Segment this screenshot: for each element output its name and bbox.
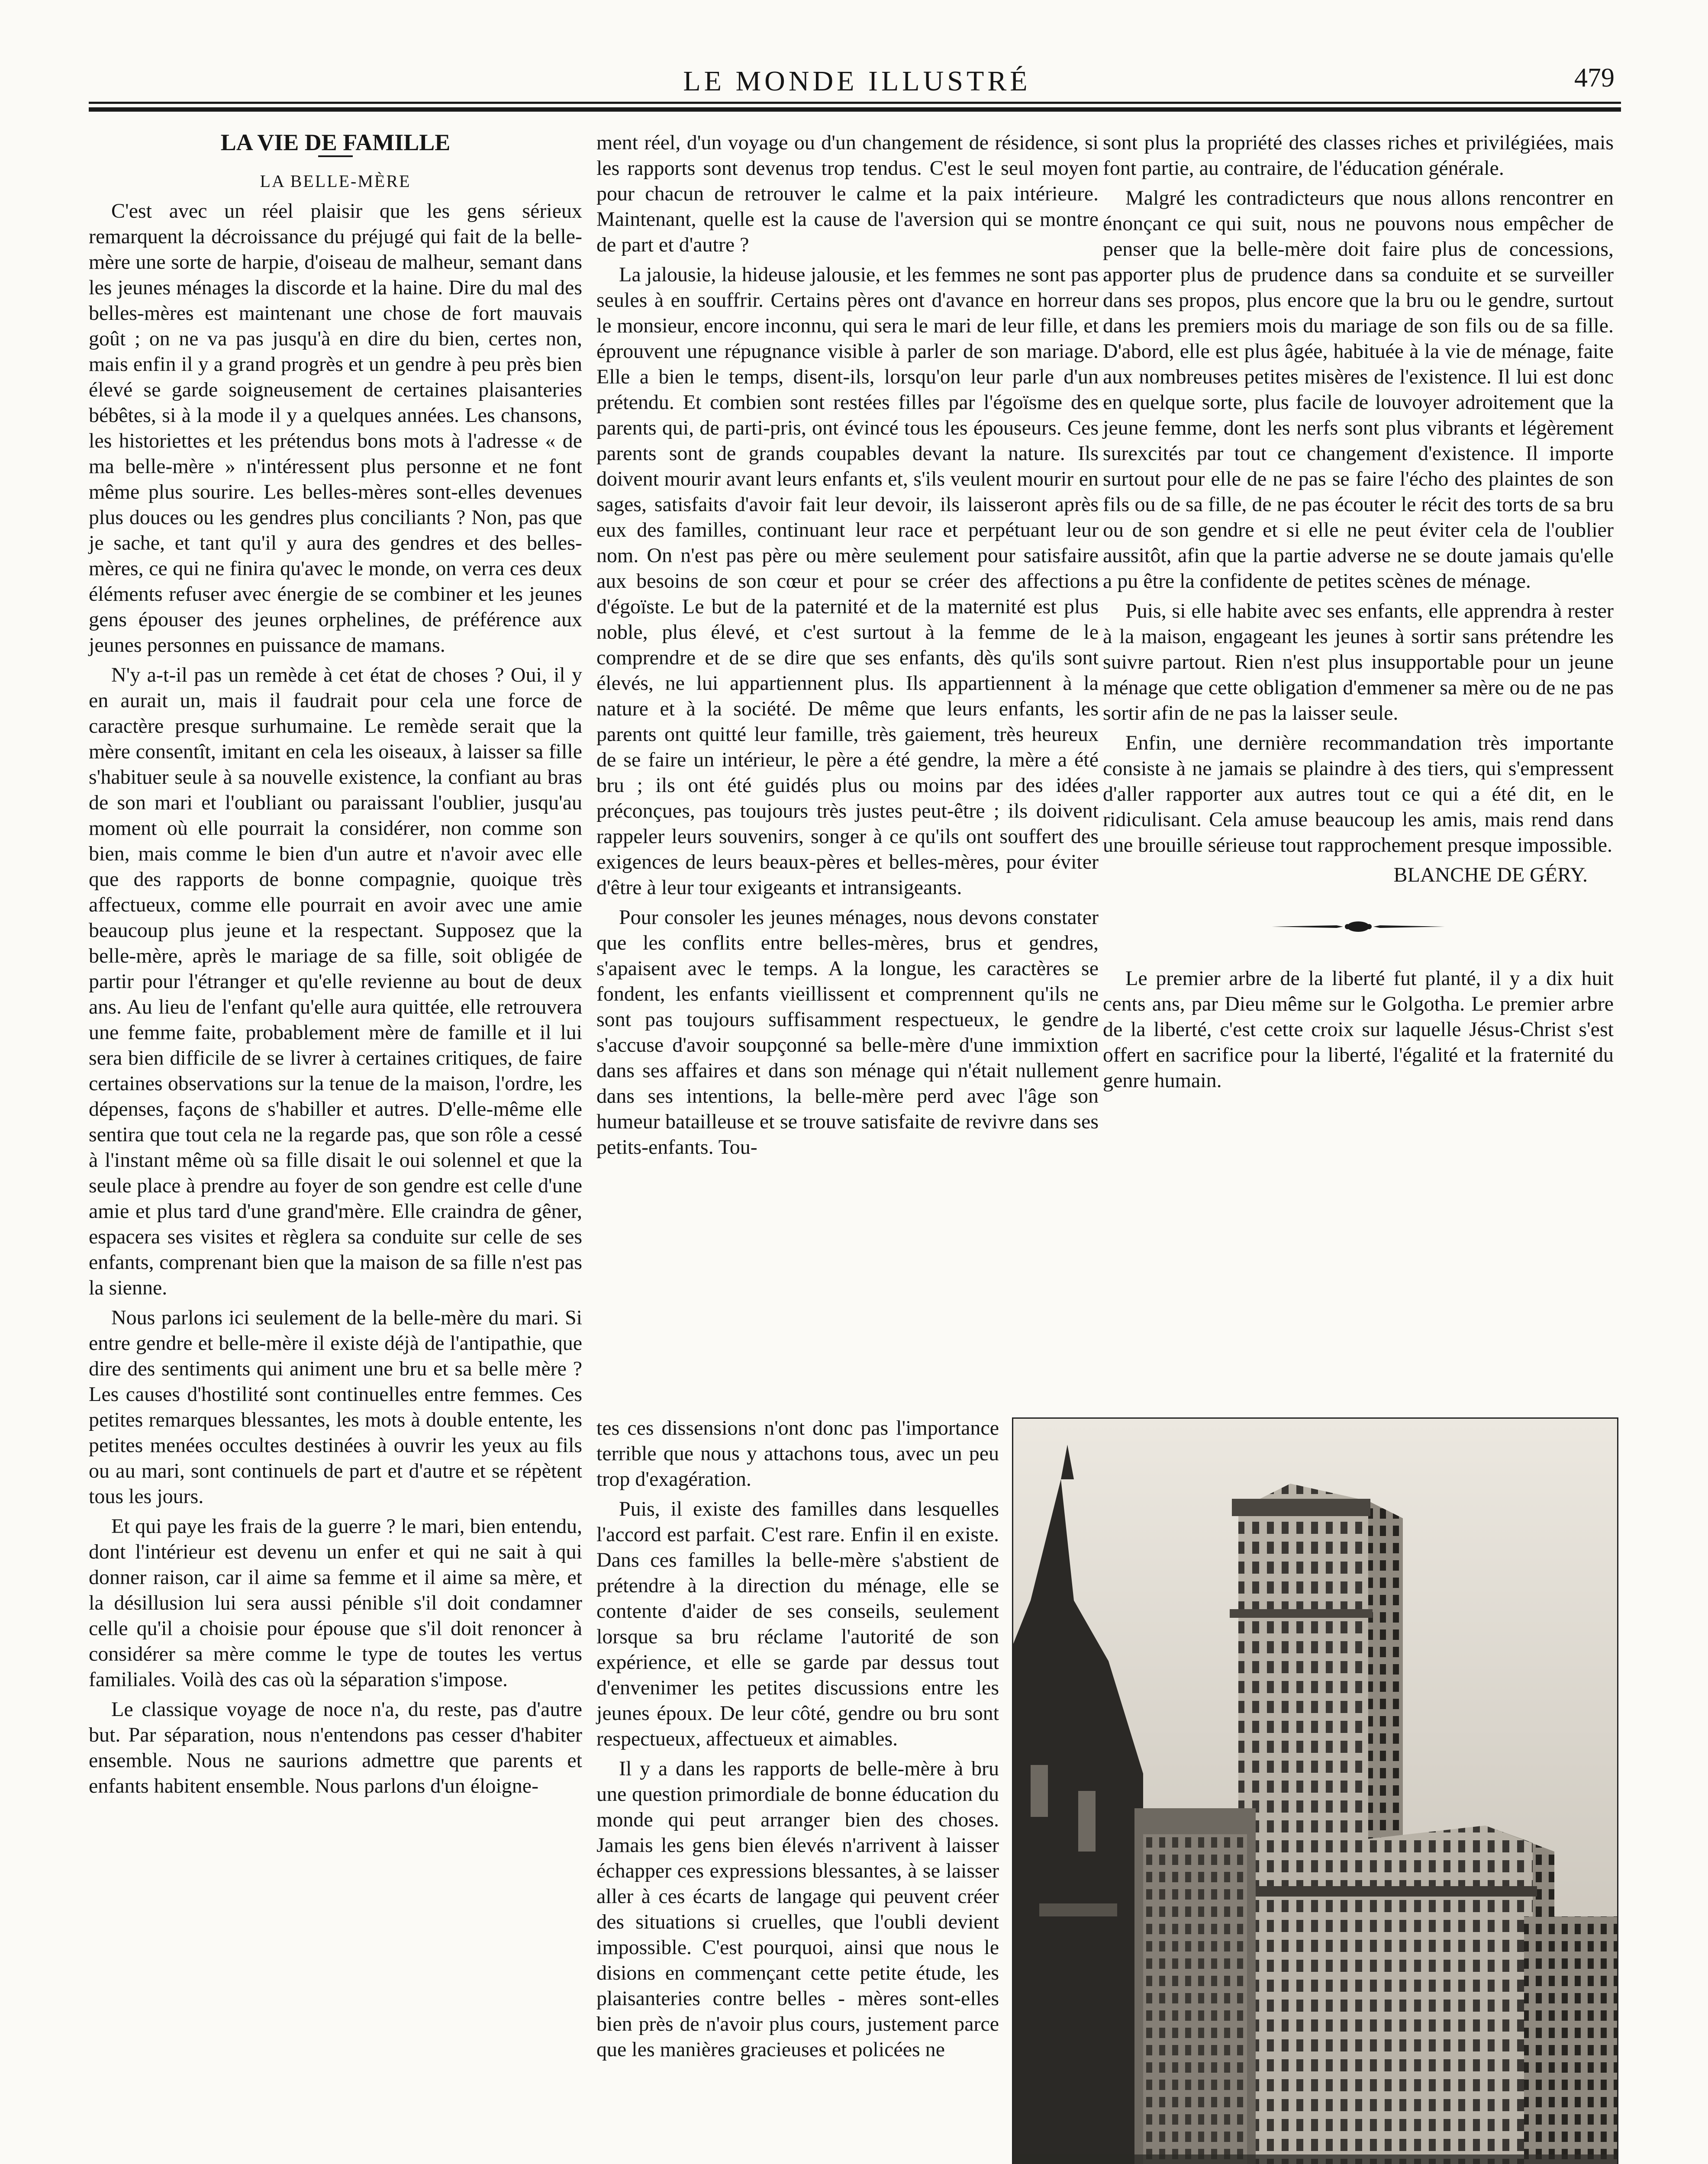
page-header-title: LE MONDE ILLUSTRÉ <box>683 65 1031 97</box>
paragraph: Puis, si elle habite avec ses enfants, elle apprendra à rester à la maison, engageant les jeunes à sortir sans prétendre les suivre partout. Rien n'est plus insupportable pour un jeune ménage que cette obligation d'emmener sa mère ou de ne pas sortir afin de ne pas la laisser seule. <box>1103 599 1614 725</box>
article-column-1 <box>89 130 582 1799</box>
author-signature: BLANCHE DE GÉRY. <box>1393 863 1588 886</box>
paragraph: Le classique voyage de noce n'a, du reste, pas d'autre but. Par séparation, nous n'entendons pas cesser d'habiter ensemble. Nous ne saurions admettre que parents et enfants habitent ensemble. Nous parlons d'un éloigne- <box>89 1698 582 1797</box>
paragraph: Il y a dans les rapports de belle-mère à bru une question primordiale de bonne éducation du monde qui peut arranger bien des choses. Jamais les gens bien élevés n'arrivent à laisser échapper ces expressions blessantes, à se laisser aller à ces écarts de langage qui peuvent créer des situations si cruelles, que l'oubli devient impossible. C'est pourquoi, ainsi que nous le disions en commençant cette petite étude, les plaisanteries contre belles - mères sont-elles bien près de n'avoir plus cours, justement parce que les manières gracieuses et policées ne <box>596 1757 999 2061</box>
note-paragraph: Le premier arbre de la liberté fut planté, il y a dix huit cents ans, par Dieu même sur le Golgotha. Le premier arbre de la liberté, c'est cette croix sur laquelle Jésus-Christ s'est offert en sacrifice pour la liberté, l'égalité et la fraternité du genre humain. <box>1103 967 1614 1092</box>
paragraph: Et qui paye les frais de la guerre ? le mari, bien entendu, dont l'intérieur est devenu un enfer et qui ne sait à qui donner raison, car il aime sa femme et il aime sa mère, et la désillusion lui sera aussi pénible s'il doit condamner celle qu'il a choisie pour épouse que s'il doit renoncer à considérer sa mère comme le type de toutes les vertus familiales. Voilà des cas où la séparation s'impose. <box>89 1515 582 1691</box>
paragraph: sont plus la propriété des classes riches et privilégiées, mais font partie, au contraire, de l'éducation générale. <box>1103 131 1614 180</box>
article-column-2-lower <box>596 1415 999 2062</box>
paragraph: Nous parlons ici seulement de la belle-mère du mari. Si entre gendre et belle-mère il existe déjà de l'antipathie, que dire des sentiments qui animent une bru et sa belle mère ? Les causes d'hostilité sont continuelles entre femmes. Ces petites remarques blessantes, les mots à double entente, les petites menées occultes destinées à ouvrir les yeux au fils ou au mari, sont continuels de part et d'autre et se répètent tous les jours. <box>89 1306 582 1508</box>
article-column-3 <box>1103 130 1614 1093</box>
article-column-2 <box>596 130 1099 1160</box>
ornamental-separator <box>1267 918 1449 935</box>
page-number: 479 <box>1574 63 1615 93</box>
header-rule-thin <box>89 102 1621 104</box>
paragraph: tes ces dissensions n'ont donc pas l'importance terrible que nous y attachons tous, avec un peu trop d'exagération. <box>596 1417 999 1491</box>
paragraph: Pour consoler les jeunes ménages, nous devons constater que les conflits entre belles-mères, brus et gendres, s'apaisent avec le temps. A la longue, les caractères se fondent, les enfants vieillissent et comprennent qu'ils ne sont pas toujours suffisamment respectueux, le gendre s'accuse d'avoir soupçonné sa belle-mère d'une immixtion dans ses affaires et dans son ménage qui n'était nullement dans ses intentions, la belle-mère perd avec l'âge son humeur batailleuse et se trouve satisfaite de revivre dans ses petits-enfants. Tou- <box>596 906 1099 1159</box>
header-rule-thick <box>89 107 1621 112</box>
paragraph: C'est avec un réel plaisir que les gens sérieux remarquent la décroissance du préjugé qui fait de la belle-mère une sorte de harpie, d'oiseau de malheur, semant dans les jeunes ménages la discorde et la haine. Dire du mal des belles-mères est maintenant une chose de fort mauvais goût ; on ne va pas jusqu'à en dire du bien, certes non, mais enfin il y a grand progrès et un gendre à peu près bien élevé se garde soigneusement de certaines plaisanteries bébêtes, si à la mode il y a quelques années. Les chansons, les historiettes et les prétendus bons mots à l'adresse « de ma belle-mère » n'intéressent plus personne et ne font même plus sourire. Les belles-mères sont-elles devenues plus douces ou les gendres plus conciliants ? Non, pas que je sache, et tant qu'il y aura des gendres et des belles-mères, ce qui ne finira qu'avec le monde, on verra ces deux éléments refuser avec énergie de se combiner et les jeunes gens épouser des jeunes orphelines, de préférence aux jeunes personnes en puissance de mamans. <box>89 200 582 657</box>
title-divider <box>318 155 353 157</box>
paragraph: Malgré les contradicteurs que nous allons rencontrer en énonçant ce qui suit, nous ne pouvons nous empêcher de penser que la belle-mère doit faire plus de concessions, apporter plus de prudence dans sa conduite et se surveiller dans ses propos, plus encore que la bru ou le gendre, surtout dans les premiers mois du mariage de son fils ou de sa fille. D'abord, elle est plus âgée, habituée à la vie de ménage, faite aux nombreuses petites misères de l'existence. Il lui est donc en quelque sorte, plus facile de louvoyer adroitement que la jeune femme, dont les nerfs sont plus vibrants et légèrement surexcités par tout ce changement d'existence. Il importe surtout pour elle de ne pas se faire l'écho des plaintes de son fils ou de sa fille, de ne pas écouter le récit des torts de sa bru ou de son gendre et si elle ne peut éviter cela de l'oublier aussitôt, afin que la partie adverse ne se doute jamais qu'elle a pu être la confidente de petites scènes de ménage. <box>1103 187 1614 593</box>
paragraph: N'y a-t-il pas un remède à cet état de choses ? Oui, il y en aurait un, mais il faudrait pour cela une force de caractère presque surhumaine. Le remède serait que la mère consentît, imitant en cela les oiseaux, à laisser sa fille s'habituer seule à sa nouvelle existence, la confiant au bras de son mari et l'oubliant ou paraissant l'oublier, jusqu'au moment où elle pourrait la considérer, non comme son bien, mais comme le bien d'un autre et n'avoir avec elle que des rapports de bonne compagnie, quoique très affectueux, comme elle pourrait en avoir avec une amie beaucoup plus jeune et la respectant. Supposez que la belle-mère, après le mariage de sa fille, soit obligée de partir pour l'étranger et qu'elle revienne au bout de deux ans. Au lieu de l'enfant qu'elle aura quittée, elle retrouvera une femme faite, probablement mère de famille et il lui sera bien difficile de se livrer à certaines critiques, de faire certaines observations sur la tenue de la maison, l'ordre, les dépenses, façons de s'habiller et autres. D'elle-même elle sentira que tout cela ne la regarde pas, que son rôle a cessé à l'instant même où sa fille disait le oui solennel et que la seule place à prendre au foyer de son gendre est celle d'une amie et plus tard d'une grand'mère. Elle craindra de gêner, espacera ses visites et règlera sa conduite sur celle de ses enfants, comprenant bien que la maison de sa fille n'est pas la sienne. <box>89 663 582 1299</box>
paragraph: La jalousie, la hideuse jalousie, et les femmes ne sont pas seules à en souffrir. Certains pères ont d'avance en horreur le monsieur, encore inconnu, qui sera le mari de leur fille, et éprouvent une répugnance visible à parler de son mariage. Elle a bien le temps, disent-ils, lorsqu'on leur parle d'un prétendu. Et combien sont restées filles par l'égoïsme des parents qui, de parti-pris, ont évincé tous les épouseurs. Ces parents sont de grands coupables devant la nature. Ils doivent mourir avant leurs enfants et, s'ils veulent mourir en sages, satisfaits d'avoir fait leur devoir, ils laisseront après eux des familles, continuant leur race et perpétuant leur nom. On n'est pas père ou mère seulement pour satisfaire aux besoins de son cœur et pour se créer des affections d'égoïste. Le but de la paternité et de la maternité est plus noble, plus élevé, et c'est surtout à la femme de le comprendre et de se dire que ses enfants, dès qu'ils sont élevés, ne lui appartiennent plus. Ils appartiennent à la nature et à la société. De même que leurs enfants, les parents ont quitté leur famille, très gaiement, très heureux de se faire un intérieur, le père a été gendre, la mère a été bru ; ils ont été guidés plus ou moins par des idées préconçues, pas toujours très justes peut-être ; ils doivent rappeler leurs souvenirs, songer à ce qu'ils ont souffert des exigences de leurs beaux-pères et belles-mères, pour éviter d'être à leur tour exigeants et intransigeants. <box>596 263 1099 899</box>
paragraph: Puis, il existe des familles dans lesquelles l'accord est parfait. C'est rare. Enfin il en existe. Dans ces familles la belle-mère s'abstient de prétendre à la direction du ménage, elle se contente d'aider de ses conseils, seulement lorsque sa bru réclame l'autorité de son expérience, et elle se garde par dessus tout d'envenimer les petites discussions entre les jeunes époux. De leur côté, gendre ou bru sont respectueux, affectueux et aimables. <box>596 1497 999 1750</box>
photo-engraving <box>1013 1419 1617 2164</box>
article-subtitle: LA BELLE-MÈRE <box>260 171 411 191</box>
building-photograph <box>1012 1417 1618 2164</box>
paragraph: Enfin, une dernière recommandation très importante consiste à ne jamais se plaindre à des tiers, qui s'empressent d'aller rapporter aux autres tout ce qui a été dit, en le ridiculisant. Cela amuse beaucoup les amis, mais rend dans une brouille sérieuse tout rapprochement presque impossible. <box>1103 731 1614 857</box>
paragraph: ment réel, d'un voyage ou d'un changement de résidence, si les rapports sont devenus trop tendus. C'est le seul moyen pour chacun de retrouver le calme et la paix intérieure. Maintenant, quelle est la cause de l'aversion qui se montre de part et d'autre ? <box>596 131 1099 256</box>
article-title: LA VIE DE FAMILLE <box>220 129 451 155</box>
